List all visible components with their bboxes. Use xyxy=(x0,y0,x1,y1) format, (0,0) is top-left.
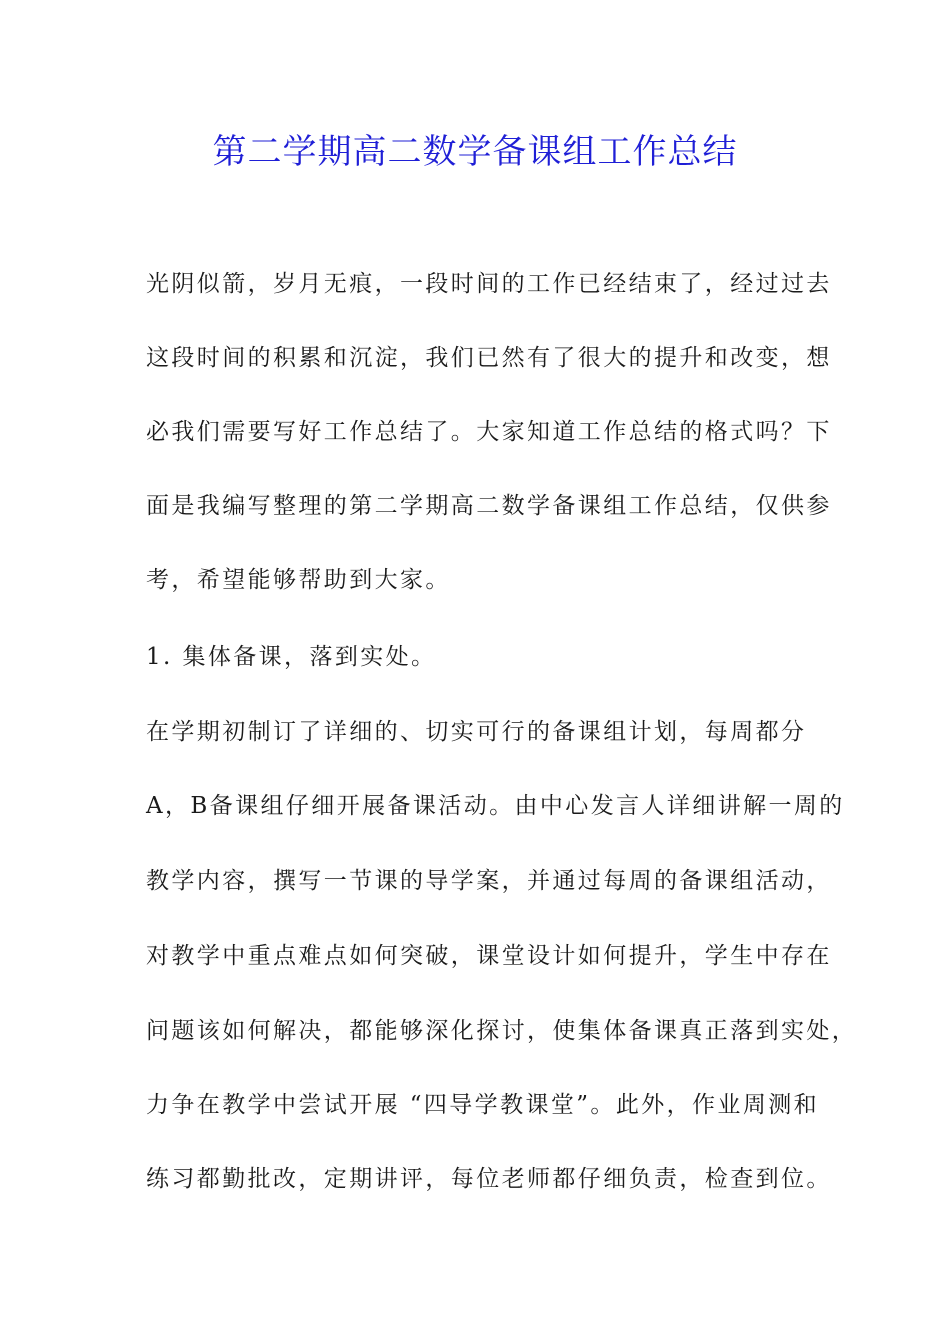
section-heading: 1. 集体备课，落到实处。 xyxy=(146,644,437,670)
body-line: 这段时间的积累和沉淀，我们已然有了很大的提升和改变，想 xyxy=(146,345,832,371)
body-line: 练习都勤批改，定期讲评，每位老师都仔细负责，检查到位。 xyxy=(146,1166,832,1192)
body-line: 必我们需要写好工作总结了。大家知道工作总结的格式吗？下 xyxy=(146,419,832,445)
body-line: 光阴似箭，岁月无痕，一段时间的工作已经结束了，经过过去 xyxy=(146,271,832,297)
body-line: 力争在教学中尝试开展 “四导学教课堂”。此外，作业周测和 xyxy=(146,1092,820,1118)
body-line: 在学期初制订了详细的、切实可行的备课组计划，每周都分 xyxy=(146,719,807,745)
body-line: 对教学中重点难点如何突破，课堂设计如何提升，学生中存在 xyxy=(146,943,832,969)
body-line: 考，希望能够帮助到大家。 xyxy=(146,567,451,593)
body-line: 面是我编写整理的第二学期高二数学备课组工作总结，仅供参 xyxy=(146,493,832,519)
body-line: A，B备课组仔细开展备课活动。由中心发言人详细讲解一周的 xyxy=(146,793,845,819)
body-line: 教学内容，撰写一节课的导学案，并通过每周的备课组活动， xyxy=(146,868,832,894)
body-line: 问题该如何解决，都能够深化探讨，使集体备课真正落到实处， xyxy=(146,1018,858,1044)
document-title: 第二学期高二数学备课组工作总结 xyxy=(212,132,738,172)
